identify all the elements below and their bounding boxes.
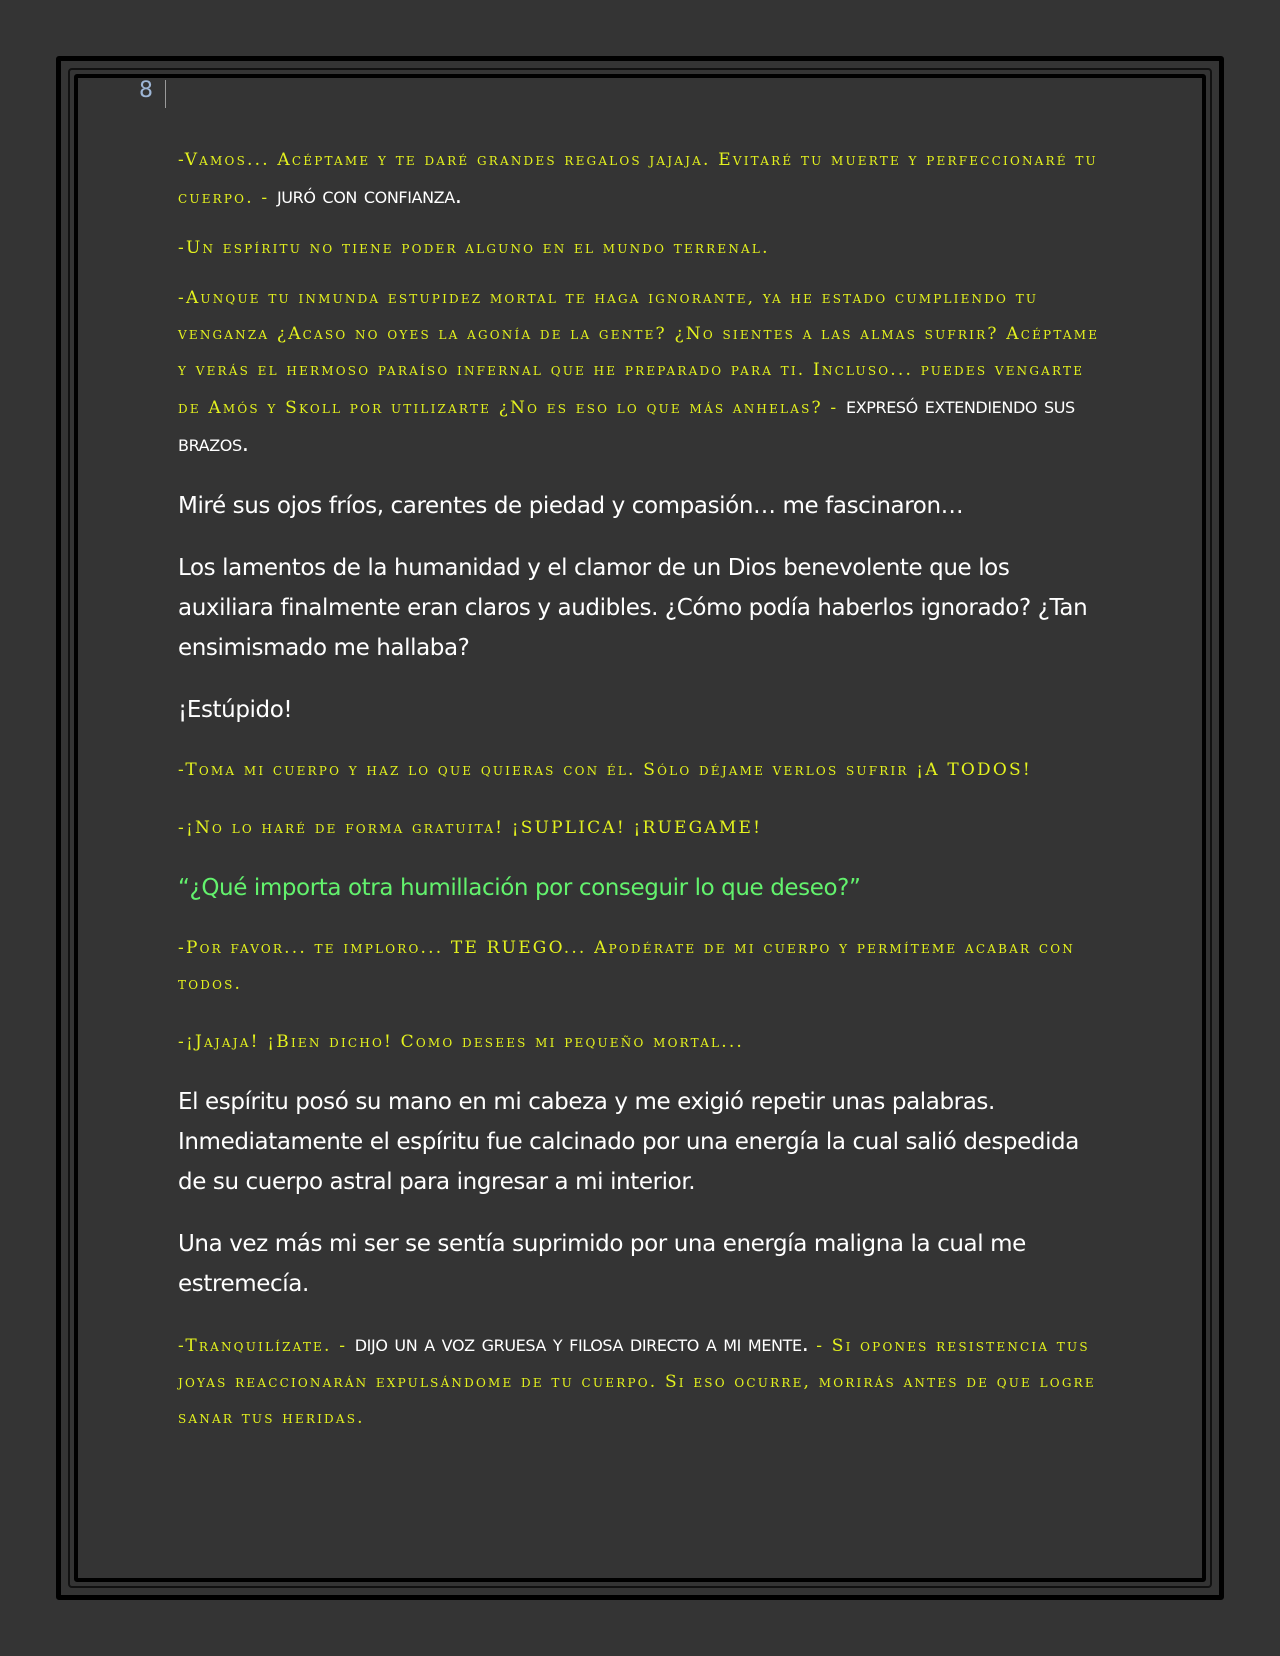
page-number-divider	[165, 80, 166, 108]
narration-paragraph: Miré sus ojos fríos, carentes de piedad y compasión… me fascinaron…	[178, 493, 964, 519]
narration-paragraph: ¡Estúpido!	[178, 697, 293, 723]
demon-line: -¡No lo haré de forma gratuita! ¡SUPLICA! ¡RUEGAME!	[178, 818, 763, 838]
page-number: 8	[139, 78, 153, 103]
dialogue-demon	[178, 1326, 1108, 1436]
narration-inline: juró con confianza.	[276, 183, 462, 209]
page-body	[178, 142, 1108, 1458]
demon-line: -Vamos... Acéptame y te daré grandes regalos jajaja. Evitaré tu muerte y perfeccionaré tu cuerpo. -	[178, 150, 1098, 208]
thought-paragraph: “¿Qué importa otra humillación por conseguir lo que deseo?”	[178, 875, 861, 901]
dialogue-demon	[178, 142, 1108, 216]
narration-inline: expresó extendiendo sus brazos.	[178, 393, 1075, 457]
demon-line: -Por favor... te imploro... TE RUEGO... Apodérate de mi cuerpo y permíteme acabar con todos.	[178, 938, 1075, 994]
demon-line: -Toma mi cuerpo y haz lo que quieras con él. Sólo déjame verlos sufrir ¡A TODOS!	[178, 760, 1032, 780]
demon-line: -¡Jajaja! ¡Bien dicho! Como desees mi pequeño mortal...	[178, 1032, 745, 1052]
dialogue-demon	[178, 230, 1108, 266]
demon-line: - Si opones resistencia tus joyas reaccionarán expulsándome de tu cuerpo. Si eso ocurre, morirás antes de que logre sanar tus heridas.	[178, 1336, 1096, 1428]
narration-paragraph: Una vez más mi ser se sentía suprimido por una energía maligna la cual me estremecía.	[178, 1231, 1026, 1297]
dialogue-demon	[178, 1024, 1108, 1060]
dialogue-demon	[178, 810, 1108, 846]
demon-line: -Un espíritu no tiene poder alguno en el mundo terrenal.	[178, 238, 770, 258]
narration-paragraph: Los lamentos de la humanidad y el clamor de un Dios benevolente que los auxiliara finalmente eran claros y audibles. ¿Cómo podía haberlos ignorado? ¿Tan ensimismado me hallaba?	[178, 555, 1088, 661]
dialogue-protagonist	[178, 930, 1108, 1002]
demon-line: -Tranquilízate. -	[178, 1336, 348, 1356]
dialogue-protagonist	[178, 752, 1108, 788]
narration-inline: dijo un a voz gruesa y filosa directo a mi mente.	[354, 1331, 809, 1357]
demon-line: -Aunque tu inmunda estupidez mortal te haga ignorante, ya he estado cumpliendo tu venganza ¿Acaso no oyes la agonía de la gente? ¿No sientes a las almas sufrir? Acéptame y verás el hermoso paraíso infernal que he preparado para ti. Incluso... puedes vengarte de Amós y Skoll por utilizarte ¿No es eso lo que más anhelas? -	[178, 288, 1100, 418]
dialogue-demon	[178, 280, 1108, 464]
narration-paragraph: El espíritu posó su mano en mi cabeza y me exigió repetir unas palabras. Inmediatamente el espíritu fue calcinado por una energía la cual salió despedida de su cuerpo astral para ingresar a mi interior.	[178, 1089, 1079, 1195]
